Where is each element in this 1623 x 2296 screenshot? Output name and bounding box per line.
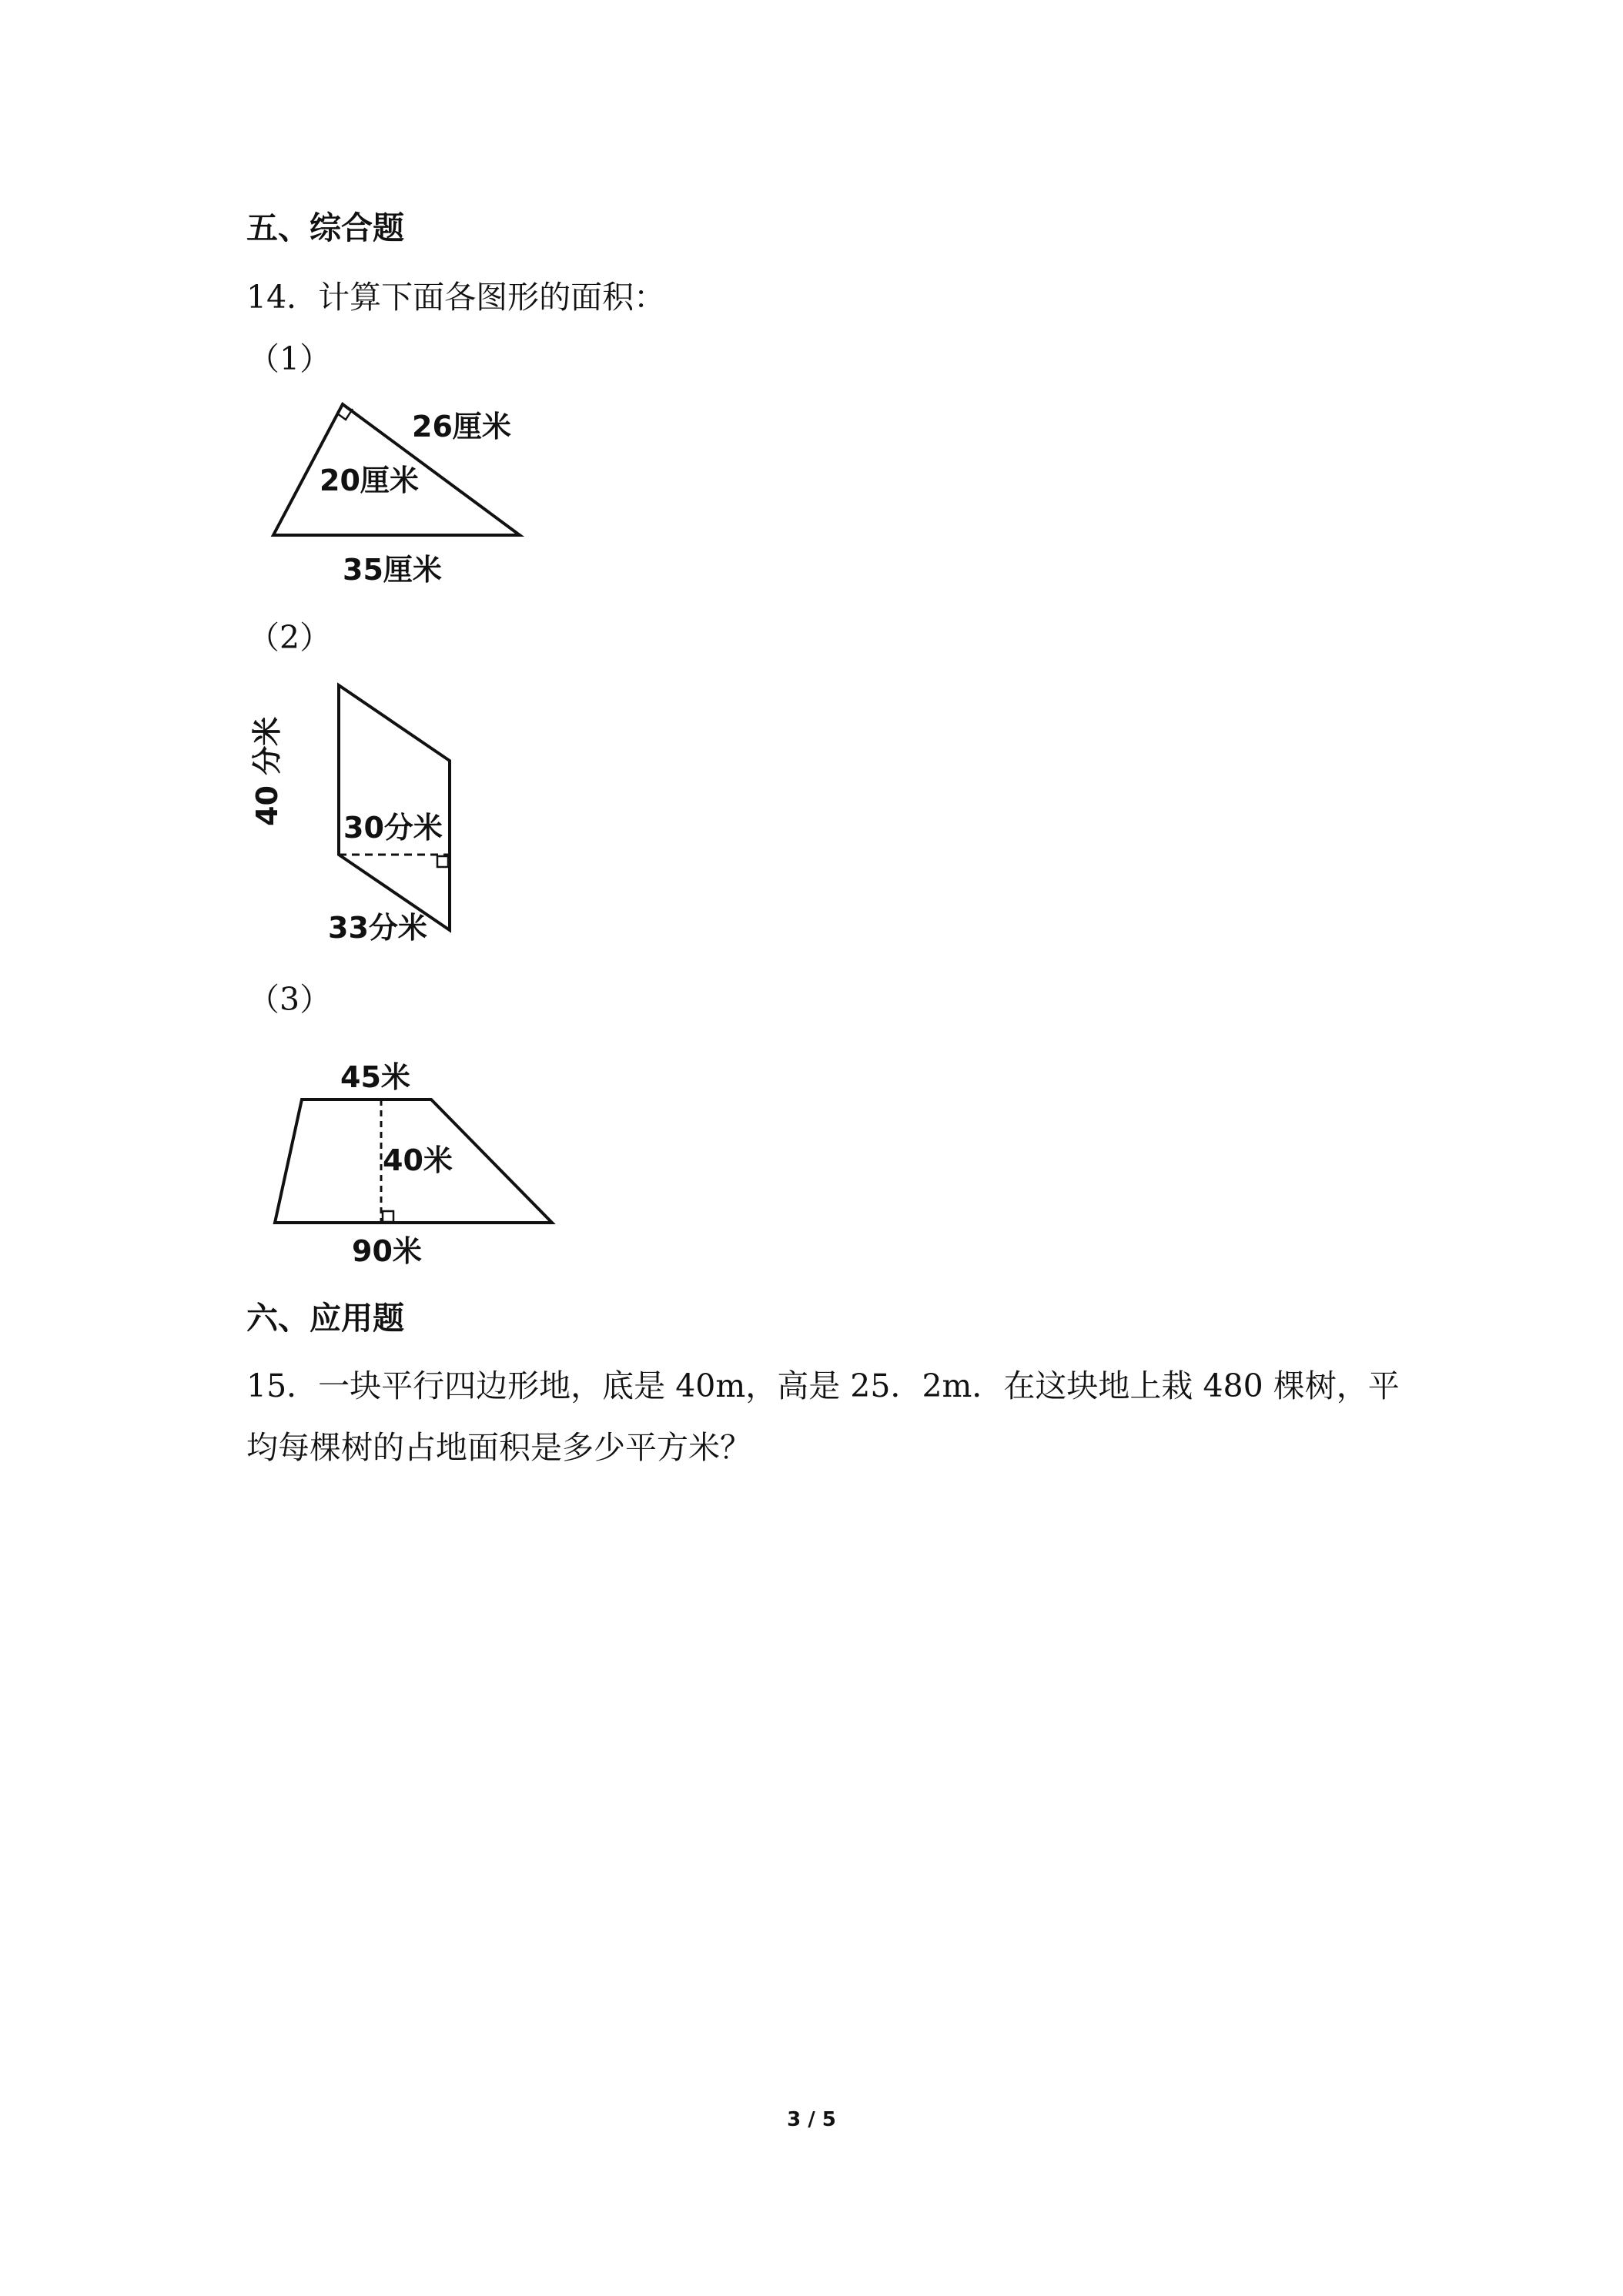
parallelogram-side-label: 40 分米 <box>250 716 284 826</box>
triangle-base-label: 35厘米 <box>343 553 442 587</box>
parallelogram-figure <box>248 676 487 953</box>
right-angle-mark <box>437 856 448 867</box>
section-5-heading: 五、综合题 <box>246 209 404 246</box>
part-1-marker: （1） <box>248 340 332 377</box>
parallelogram-outline <box>339 685 450 930</box>
part-3-marker: （3） <box>248 981 332 1018</box>
right-angle-mark <box>383 1211 393 1222</box>
parallelogram-height-label: 30分米 <box>343 811 443 845</box>
trapezoid-figure <box>266 1038 566 1269</box>
question-15-line-2: 均每棵树的占地面积是多少平方米？ <box>246 1429 751 1466</box>
triangle-height-label: 20厘米 <box>320 464 419 497</box>
triangle-side-label: 26厘米 <box>412 410 511 443</box>
question-14-prompt: 14．计算下面各图形的面积： <box>246 279 666 316</box>
page-number: 3 / 5 <box>787 2108 836 2131</box>
trapezoid-top-label: 45米 <box>340 1060 410 1094</box>
triangle-figure <box>266 397 527 589</box>
section-6-heading: 六、应用题 <box>246 1300 404 1337</box>
question-15-line-1: 15．一块平行四边形地，底是 40m，高是 25．2m．在这块地上栽 480 棵树，平 <box>246 1367 1400 1404</box>
trapezoid-height-label: 40米 <box>383 1143 453 1177</box>
trapezoid-bottom-label: 90米 <box>352 1234 422 1268</box>
part-2-marker: （2） <box>248 619 332 656</box>
parallelogram-base-label: 33分米 <box>328 911 427 945</box>
